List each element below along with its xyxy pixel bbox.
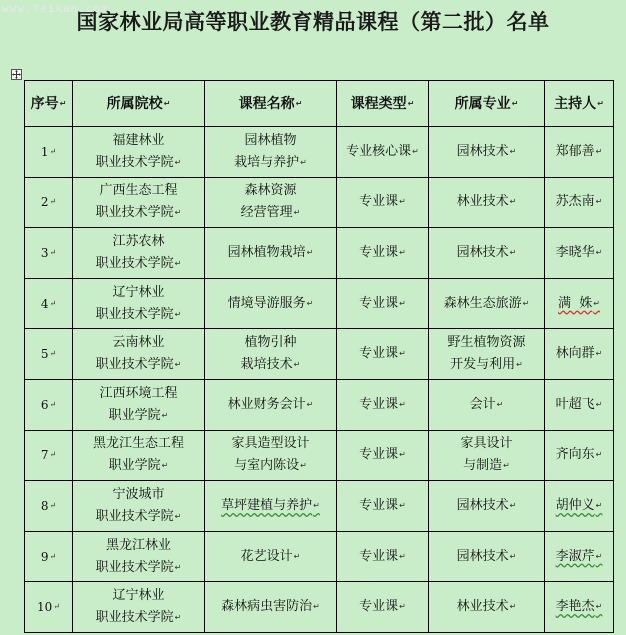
major-cell [429,379,545,430]
course-type: 专业课 ↵ [337,394,428,416]
course-cell [205,329,337,380]
host-cell [545,177,614,228]
school-cell [73,127,205,178]
school-name-line: 云南林业 [112,335,165,351]
table-header-row [25,81,614,127]
row-index-cell [25,278,73,329]
school-name-line: 江苏农林 [112,233,165,249]
course-type: 专业课 ↵ [337,293,428,315]
row-index-cell [25,430,73,481]
major-name-line: 林业技术 ↵ [429,596,544,618]
major-cell [429,329,545,380]
course-type-cell [337,582,429,633]
row-index: 6 ↵ [25,394,72,416]
header-cell: 主持人 ↵ [545,81,614,127]
course-type: 专业课 ↵ [337,596,428,618]
host-name: 苏杰南 ↵ [545,191,613,213]
school-cell [73,531,205,582]
course-type-cell [337,278,429,329]
row-index: 3 ↵ [25,242,72,264]
major-name-line: 森林生态旅游 ↵ [429,293,544,315]
host-name: 李晓华 ↵ [545,242,613,264]
school-cell [73,582,205,633]
table-row [25,228,614,279]
host-cell [545,531,614,582]
header-cell: 所属专业 ↵ [429,81,545,127]
row-index-cell [25,481,73,532]
course-name-line: 植物引种 [244,335,297,351]
table-row [25,329,614,380]
course-type-cell [337,430,429,481]
host-name: 叶超飞 ↵ [545,394,613,416]
course-type: 专业课 ↵ [337,444,428,466]
major-name-line: 园林技术 ↵ [429,141,544,163]
header-cell: 课程类型 ↵ [337,81,429,127]
course-type-cell [337,228,429,279]
major-name-line: 园林技术 ↵ [429,495,544,517]
major-cell [429,531,545,582]
header-cell: 所属院校 ↵ [73,81,205,127]
host-name: 李艳杰 ↵ [545,596,613,618]
table-row [25,127,614,178]
school-cell [73,278,205,329]
school-cell [73,481,205,532]
school-name-line: 职业学院 ↵ [73,455,204,477]
major-name-line: 林业技术 ↵ [429,191,544,213]
major-cell [429,228,545,279]
school-name-line: 职业技术学院 ↵ [73,202,204,224]
course-cell [205,531,337,582]
school-name-line: 黑龙江生态工程 [92,436,184,452]
page-title: 国家林业局高等职业教育精品课程（第二批）名单 [76,10,550,34]
host-cell [545,379,614,430]
school-name-line: 职业技术学院 ↵ [73,607,204,629]
host-cell [545,329,614,380]
row-index: 9 ↵ [25,546,72,568]
course-name-line: 经营管理 ↵ [205,202,336,224]
school-name-line: 江西环境工程 [99,385,178,401]
table-move-handle-icon[interactable] [11,69,22,80]
major-cell [429,127,545,178]
host-cell [545,582,614,633]
course-type: 专业课 ↵ [337,343,428,365]
school-cell [73,329,205,380]
course-name-line: 家具造型设计 [231,436,310,452]
table-row [25,177,614,228]
major-cell [429,430,545,481]
row-index: 5 ↵ [25,343,72,365]
host-name: 林向群 ↵ [545,343,613,365]
school-name-line: 职业技术学院 ↵ [73,152,204,174]
course-type: 专业课 ↵ [337,191,428,213]
course-cell [205,379,337,430]
course-name-line: 情境导游服务 ↵ [205,293,336,315]
host-name: 胡仲义 ↵ [545,495,613,517]
table-row [25,430,614,481]
row-index-cell [25,228,73,279]
header-cell: 序号 ↵ [25,81,73,127]
table-row [25,278,614,329]
host-name: 齐向东 ↵ [545,444,613,466]
course-type-cell [337,531,429,582]
row-index-cell [25,379,73,430]
header-cell: 课程名称 ↵ [205,81,337,127]
course-cell [205,481,337,532]
course-name-line: 花艺设计 ↵ [205,546,336,568]
host-cell [545,278,614,329]
course-type-cell [337,127,429,178]
course-type: 专业核心课 ↵ [337,141,428,163]
major-cell [429,177,545,228]
major-name-line: 野生植物资源 [447,335,526,351]
host-cell [545,481,614,532]
major-cell [429,481,545,532]
course-name-line: 栽培技术 ↵ [205,354,336,376]
watermark-text: www.feikan.com [2,2,109,15]
school-name-line: 职业技术学院 ↵ [73,253,204,275]
course-type-cell [337,481,429,532]
school-cell [73,430,205,481]
row-index-cell [25,127,73,178]
row-index: 10 ↵ [25,596,72,618]
course-name-line: 森林资源 [244,183,297,199]
school-name-line: 黑龙江林业 [105,537,171,553]
row-index: 2 ↵ [25,191,72,213]
school-name-line: 职业学院 ↵ [73,405,204,427]
host-name: 李淑芹 ↵ [545,546,613,568]
host-name: 郑郁善 ↵ [545,141,613,163]
course-name-line: 栽培与养护 ↵ [205,152,336,174]
row-index-cell [25,177,73,228]
major-name-line: 开发与利用 ↵ [429,354,544,376]
table-row [25,582,614,633]
major-name-line: 与制造 ↵ [429,455,544,477]
school-name-line: 辽宁林业 [112,588,165,604]
major-cell [429,278,545,329]
row-index: 4 ↵ [25,293,72,315]
host-name: 满 姝 ↵ [545,293,613,315]
course-type-cell [337,379,429,430]
major-name-line: 家具设计 [460,436,513,452]
school-cell [73,177,205,228]
major-name-line: 园林技术 ↵ [429,242,544,264]
course-name-line: 与室内陈设 ↵ [205,455,336,477]
row-index-cell [25,582,73,633]
table-row [25,379,614,430]
course-name-line: 园林植物栽培 ↵ [205,242,336,264]
school-name-line: 广西生态工程 [99,183,178,199]
table-row [25,531,614,582]
course-type: 专业课 ↵ [337,495,428,517]
course-cell [205,582,337,633]
school-name-line: 职业技术学院 ↵ [73,506,204,528]
course-name-line: 林业财务会计 ↵ [205,394,336,416]
course-name-line: 园林植物 [244,132,297,148]
school-name-line: 职业技术学院 ↵ [73,354,204,376]
row-index: 7 ↵ [25,444,72,466]
school-name-line: 宁波城市 [112,486,165,502]
course-type-cell [337,329,429,380]
school-name-line: 福建林业 [112,132,165,148]
school-name-line: 职业技术学院 ↵ [73,304,204,326]
course-cell [205,278,337,329]
host-cell [545,430,614,481]
major-name-line: 会计 ↵ [429,394,544,416]
host-cell [545,127,614,178]
school-name-line: 辽宁林业 [112,284,165,300]
course-table [24,80,614,633]
course-name-line: 草坪建植与养护 ↵ [205,495,336,517]
course-name-line: 森林病虫害防治 ↵ [205,596,336,618]
course-cell [205,177,337,228]
course-type: 专业课 ↵ [337,546,428,568]
course-cell [205,228,337,279]
course-cell [205,430,337,481]
course-cell [205,127,337,178]
host-cell [545,228,614,279]
row-index-cell [25,329,73,380]
major-cell [429,582,545,633]
school-name-line: 职业技术学院 ↵ [73,557,204,579]
course-type-cell [337,177,429,228]
row-index: 1 ↵ [25,141,72,163]
row-index: 8 ↵ [25,495,72,517]
row-index-cell [25,531,73,582]
school-cell [73,379,205,430]
course-type: 专业课 ↵ [337,242,428,264]
table-row [25,481,614,532]
major-name-line: 园林技术 ↵ [429,546,544,568]
school-cell [73,228,205,279]
